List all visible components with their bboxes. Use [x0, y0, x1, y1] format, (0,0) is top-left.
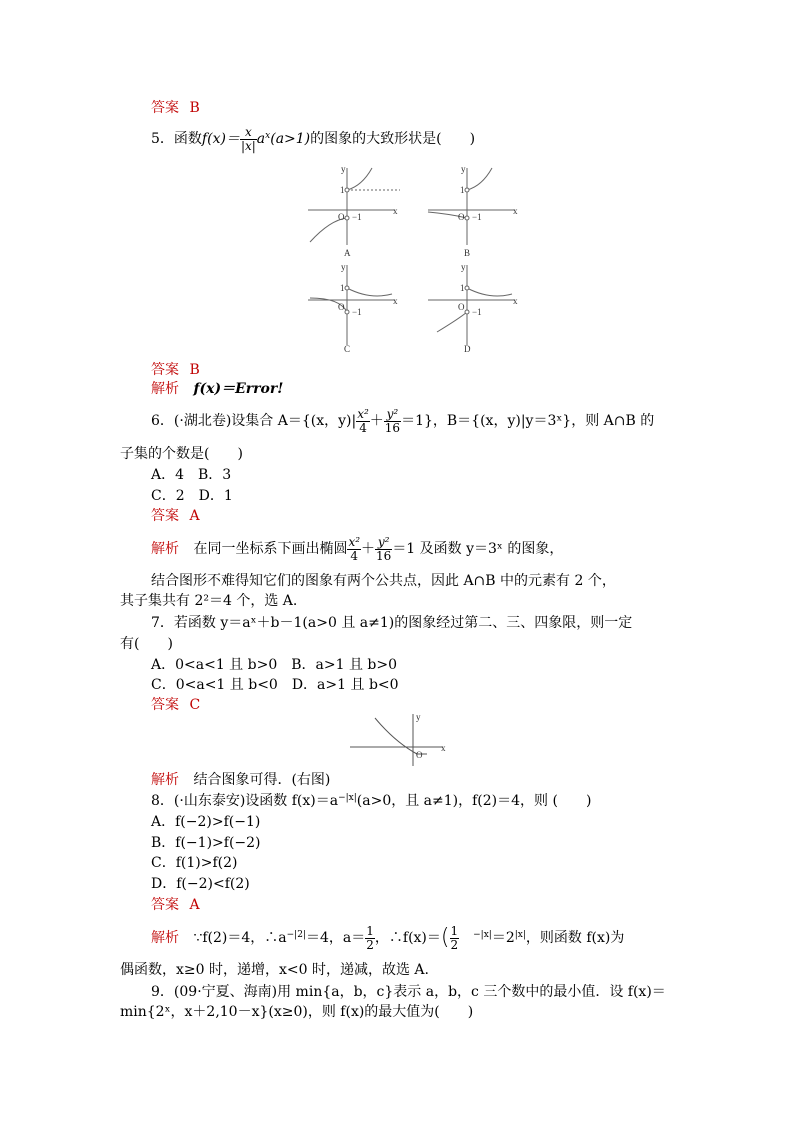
svg-text:x: x [513, 296, 518, 306]
q5-analysis-line [151, 380, 283, 398]
q8-answer-value: A [189, 897, 200, 913]
q7-stem-line1: 7．若函数 y＝aˣ＋b－1(a>0 且 a≠1)的图象经过第二、三、四象限，则一定 [151, 615, 633, 631]
svg-text:1: 1 [340, 185, 345, 195]
svg-text:y: y [461, 262, 466, 272]
q5-analysis: f(x)＝Error! [193, 381, 284, 397]
graph-label-b: B [464, 248, 471, 258]
q8-option-a: A．f(−2)>f(−1) [151, 814, 261, 830]
q7-answer-value: C [189, 697, 201, 713]
svg-text:O: O [338, 212, 345, 222]
svg-text:1: 1 [340, 283, 345, 293]
q9-stem-line2: min{2ˣ，x＋2,10－x}(x≥0)，则 f(x)的最大值为( ) [120, 1004, 474, 1020]
q8-analysis-line1: 解析 ∵f(2)＝4，$\therefore a^{-|2|}=4$，a＝ $\frac{1}{2}$ ，∴f(x)＝( $\frac{1}{2}$ $^{-|x|}=2^{|x|}$，则函数 f(x)为 [151, 923, 625, 952]
svg-text:−1: −1 [472, 307, 482, 317]
graph-label-d: D [464, 344, 471, 354]
svg-text:x: x [393, 296, 398, 306]
svg-text:−1: −1 [472, 212, 482, 222]
q8-answer-line: 答案 A [151, 897, 200, 913]
graph-label-c: C [344, 344, 351, 354]
svg-text:1: 1 [460, 283, 465, 293]
svg-text:−1: −1 [352, 307, 362, 317]
q5-answer-value: B [189, 362, 200, 378]
q7-analysis-line: 解析 结合图象可得．(右图) [151, 772, 331, 788]
q6-stem-line1: 6．(·湖北卷)设集合 A＝{(x，y)| $\frac{\text{x²}}{4}$ ＋ $\frac{\text{y²}}{16}$ ＝1}，B＝{(x，y)|y＝3ˣ}，则 A∩B 的 [151, 406, 655, 435]
q6-analysis-line3: 其子集共有 2²＝4 个，选 A. [120, 593, 298, 609]
svg-text:−1: −1 [352, 212, 362, 222]
svg-text:O: O [458, 302, 465, 312]
q8-option-c: C．f(1)>f(2) [151, 855, 238, 871]
q7-options-line1: A．0<a<1 且 b>0 B．a>1 且 b>0 [151, 657, 398, 673]
q6-answer-value: A [189, 508, 200, 524]
q7-answer-line: 答案 C [151, 697, 201, 713]
q7-stem-line2: 有( ) [120, 636, 173, 652]
analysis-label: 解析 [151, 381, 179, 397]
q5-fraction: $\frac{x}{|x|}$ [240, 124, 256, 153]
svg-text:1: 1 [460, 185, 465, 195]
graph-a-y-label: y [341, 164, 346, 174]
q8-analysis-line2: 偶函数，x≥0 时，递增，x<0 时，递减，故选 A. [120, 962, 429, 978]
svg-text:y: y [341, 262, 346, 272]
q5-stem: 5．函数f(x)＝ $\frac{x}{|x|}$ $a^x(a>1)$的图象的大致形状是( ) [151, 124, 476, 153]
svg-text:y: y [416, 712, 421, 722]
q5-func: f(x)＝ [201, 131, 240, 147]
q7-options-line2: C．0<a<1 且 b<0 D．a>1 且 b<0 [151, 677, 399, 693]
q5-stem-pre: 函数 [173, 131, 202, 147]
graph-label-a: A [344, 248, 351, 258]
q5-graph-panel [300, 160, 530, 360]
answer-label: 答案 [151, 100, 179, 116]
q6-options-line1: A．4 B．3 [151, 467, 232, 483]
q6-analysis-line1: 解析 在同一坐标系下画出椭圆 $\frac{\text{x²}}{4}$ ＋ $\frac{\text{y²}}{16}$ ＝1 及函数 y＝3ˣ 的图象， [151, 534, 564, 563]
q8-option-d: D．f(−2)<f(2) [151, 876, 250, 892]
svg-text:x: x [513, 206, 518, 216]
svg-text:O: O [416, 750, 423, 760]
q4-answer-line [151, 99, 200, 117]
q6-analysis-line2: 结合图形不难得知它们的图象有两个公共点，因此 A∩B 中的元素有 2 个， [151, 573, 616, 589]
q5-number: 5． [151, 131, 174, 147]
svg-text:x: x [393, 206, 398, 216]
q6-stem-line2: 子集的个数是( ) [120, 446, 243, 462]
q4-answer-value: B [189, 100, 200, 116]
svg-text:O: O [458, 212, 465, 222]
q8-option-b: B．f(−1)>f(−2) [151, 835, 261, 851]
q6-options-line2: C．2 D．1 [151, 488, 233, 504]
q7-graph [345, 710, 450, 770]
q9-stem-line1: 9．(09·宁夏、海南)用 min{a，b，c}表示 a，b，c 三个数中的最小值．设 f(x)＝ [151, 984, 666, 1000]
svg-text:x: x [441, 743, 446, 753]
q5-answer-line: 答案 B [151, 362, 200, 378]
svg-text:y: y [461, 164, 466, 174]
q8-stem: 8．(·山东泰安)设函数 $f(x)=a^{-|x|}(a>0$，且 a≠1)，f(2)＝4，则 ( ) [151, 793, 592, 809]
svg-text:O: O [338, 302, 345, 312]
q6-answer-line: 答案 A [151, 508, 200, 524]
